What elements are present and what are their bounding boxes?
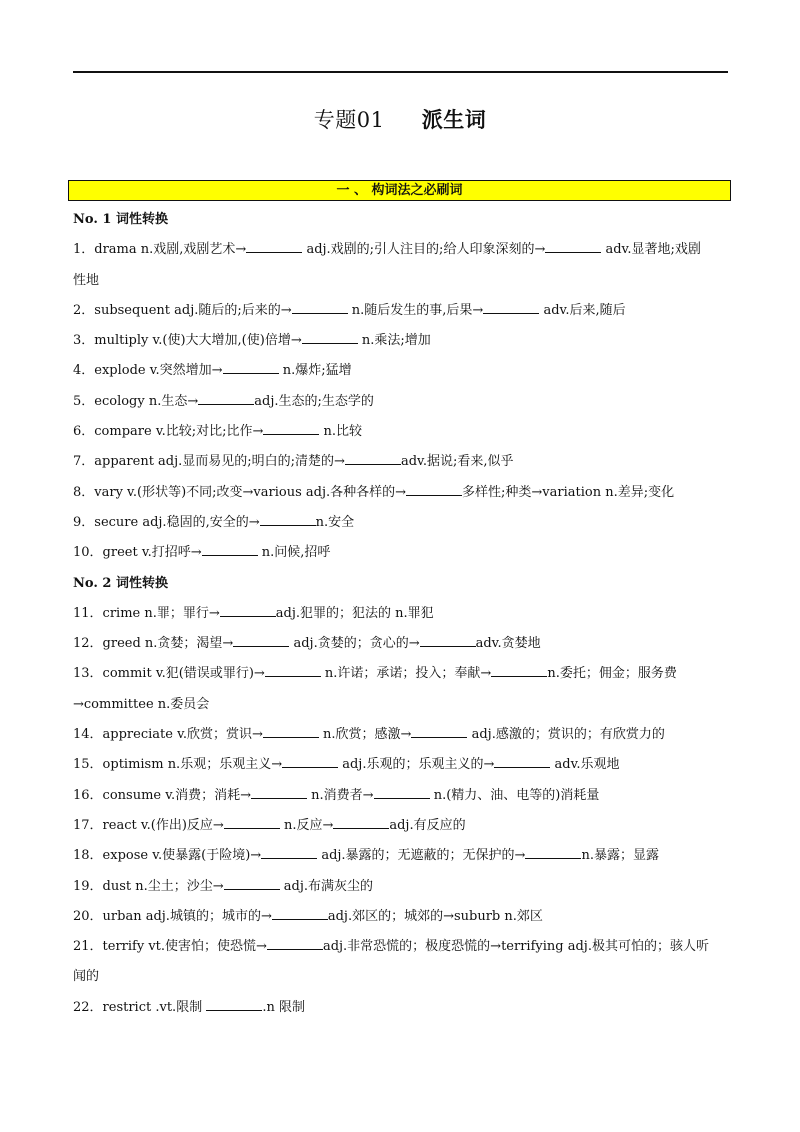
line-text: adv.显著地;戏剧 [601, 242, 701, 258]
answer-blank[interactable] [333, 816, 389, 829]
line-text: 13．commit v.犯(错误或罪行)→ [73, 666, 265, 682]
line-text: 17．react v.(作出)反应→ [73, 817, 224, 833]
line-text: 3．multiply v.(使)大大增加,(使)倍增→ [73, 333, 302, 349]
exercise-line [73, 932, 733, 962]
line-text: .n 限制 [262, 999, 305, 1015]
line-text: n.(精力、油、电等的)消耗量 [429, 787, 600, 803]
answer-blank[interactable] [263, 725, 319, 738]
line-text: 15．optimism n.乐观；乐观主义→ [73, 757, 283, 773]
line-text: 闻的 [73, 969, 100, 985]
answer-blank[interactable] [406, 483, 462, 496]
section-heading: No. 2 词性转换 [73, 575, 168, 591]
line-text: 4．explode v.突然增加→ [73, 363, 223, 379]
line-text: adj.有反应的 [389, 817, 466, 833]
exercise-line [73, 447, 733, 477]
line-text: n.委托；佣金；服务费 [547, 666, 677, 682]
title-number: 专题01 [313, 108, 385, 132]
answer-blank[interactable] [411, 725, 467, 738]
line-text: 18．expose v.使暴露(于险境)→ [73, 848, 262, 864]
line-text: adv.据说;看来,似乎 [400, 454, 514, 470]
line-text: n.乘法;增加 [357, 333, 431, 349]
line-text: adv.乐观地 [550, 757, 620, 773]
answer-blank[interactable] [272, 907, 328, 920]
line-text: 12．greed n.贪婪；渴望→ [73, 636, 234, 652]
line-text: n.消费者→ [307, 787, 374, 803]
line-text: adj.感激的；赏识的；有欣赏力的 [467, 727, 665, 743]
exercise-line [73, 659, 733, 689]
line-text: 性地 [73, 272, 100, 288]
line-text: adj.布满灰尘的 [279, 878, 374, 894]
line-text: 9．secure adj.稳固的,安全的→ [73, 514, 260, 530]
exercise-line [73, 720, 733, 750]
line-text: 14．appreciate v.欣赏；赏识→ [73, 727, 263, 743]
answer-blank[interactable] [224, 877, 280, 890]
answer-blank[interactable] [282, 755, 338, 768]
exercise-list [73, 205, 733, 1023]
line-text: n.安全 [315, 514, 355, 530]
exercise-line [73, 599, 733, 629]
line-text: 19．dust n.尘土；沙尘→ [73, 878, 224, 894]
answer-blank[interactable] [261, 846, 317, 859]
answer-blank[interactable] [246, 240, 302, 253]
line-text: 8．vary v.(形状等)不同;改变→various adj.各种各样的→ [73, 484, 407, 500]
title-topic: 派生词 [421, 107, 487, 132]
line-text: adj.暴露的；无遮蔽的；无保护的→ [317, 848, 526, 864]
line-text: 1．drama n.戏剧,戏剧艺术→ [73, 242, 247, 258]
exercise-line [73, 266, 733, 296]
answer-blank[interactable] [224, 816, 280, 829]
answer-blank[interactable] [292, 301, 348, 314]
answer-blank[interactable] [263, 422, 319, 435]
line-text: n.爆炸;猛增 [278, 363, 352, 379]
line-text: adj.生态的;生态学的 [254, 393, 374, 409]
answer-blank[interactable] [198, 392, 254, 405]
exercise-line [73, 326, 733, 356]
exercise-line [73, 690, 733, 720]
line-text: 22．restrict .vt.限制 [73, 999, 207, 1015]
line-text: n.反应→ [279, 817, 334, 833]
line-text: n.问候,招呼 [257, 545, 331, 561]
answer-blank[interactable] [420, 634, 476, 647]
exercise-line [73, 387, 733, 417]
line-text: n.许诺；承诺；投入；奉献→ [320, 666, 492, 682]
exercise-line [73, 478, 733, 508]
answer-blank[interactable] [494, 755, 550, 768]
line-text: →committee n.委员会 [73, 696, 210, 712]
answer-blank[interactable] [265, 664, 321, 677]
line-text: adv.贪婪地 [475, 636, 541, 652]
exercise-line [73, 781, 733, 811]
section-banner: 一 、 构词法之必刷词 [68, 180, 731, 201]
exercise-line [73, 902, 733, 932]
line-text: n.暴露；显露 [581, 848, 659, 864]
exercise-line [73, 417, 733, 447]
answer-blank[interactable] [545, 240, 601, 253]
answer-blank[interactable] [345, 452, 401, 465]
answer-blank[interactable] [267, 937, 323, 950]
exercise-line [73, 629, 733, 659]
exercise-line [73, 841, 733, 871]
answer-blank[interactable] [233, 634, 289, 647]
section-heading: No. 1 词性转换 [73, 212, 168, 227]
line-text: 11．crime n.罪；罪行→ [73, 605, 220, 621]
exercise-line [73, 235, 733, 265]
answer-blank[interactable] [223, 361, 279, 374]
line-text: adv.后来,随后 [539, 302, 626, 318]
exercise-line [73, 750, 733, 780]
answer-blank[interactable] [302, 331, 358, 344]
top-rule [73, 71, 728, 73]
answer-blank[interactable] [374, 786, 430, 799]
line-text: adj.戏剧的;引人注目的;给人印象深刻的→ [302, 242, 546, 258]
exercise-line [73, 538, 733, 568]
exercise-line [73, 508, 733, 538]
line-text: adj.非常恐慌的；极度恐慌的→terrifying adj.极其可怕的；骇人听 [322, 939, 709, 955]
line-text: n.比较 [319, 424, 363, 440]
line-text: 7．apparent adj.显而易见的;明白的;清楚的→ [73, 454, 345, 470]
line-text: adj.乐观的；乐观主义的→ [338, 757, 495, 773]
line-text: 16．consume v.消费；消耗→ [73, 787, 252, 803]
exercise-line [73, 296, 733, 326]
answer-blank[interactable] [525, 846, 581, 859]
line-text: 10．greet v.打招呼→ [73, 545, 202, 561]
line-text: 多样性;种类→variation n.差异;变化 [462, 484, 675, 500]
line-text: n.随后发生的事,后果→ [347, 302, 484, 318]
line-text: 2．subsequent adj.随后的;后来的→ [73, 302, 292, 318]
line-text: 6．compare v.比较;对比;比作→ [73, 424, 264, 440]
line-text: adj.贪婪的；贪心的→ [289, 636, 420, 652]
exercise-line [73, 811, 733, 841]
line-text: n.欣赏；感激→ [318, 727, 412, 743]
page-title [0, 104, 800, 134]
line-text: adj.郊区的；城郊的→suburb n.郊区 [327, 908, 543, 924]
answer-blank[interactable] [251, 786, 307, 799]
answer-blank[interactable] [202, 543, 258, 556]
answer-blank[interactable] [206, 998, 262, 1011]
answer-blank[interactable] [260, 513, 316, 526]
answer-blank[interactable] [491, 664, 547, 677]
line-text: 21．terrify vt.使害怕；使恐慌→ [73, 939, 267, 955]
exercise-line [73, 356, 733, 386]
exercise-line [73, 993, 733, 1023]
line-text: 5．ecology n.生态→ [73, 393, 199, 409]
answer-blank[interactable] [220, 604, 276, 617]
answer-blank[interactable] [483, 301, 539, 314]
exercise-line [73, 872, 733, 902]
exercise-line [73, 962, 733, 992]
line-text: 20．urban adj.城镇的；城市的→ [73, 908, 272, 924]
line-text: adj.犯罪的；犯法的 n.罪犯 [275, 605, 434, 621]
